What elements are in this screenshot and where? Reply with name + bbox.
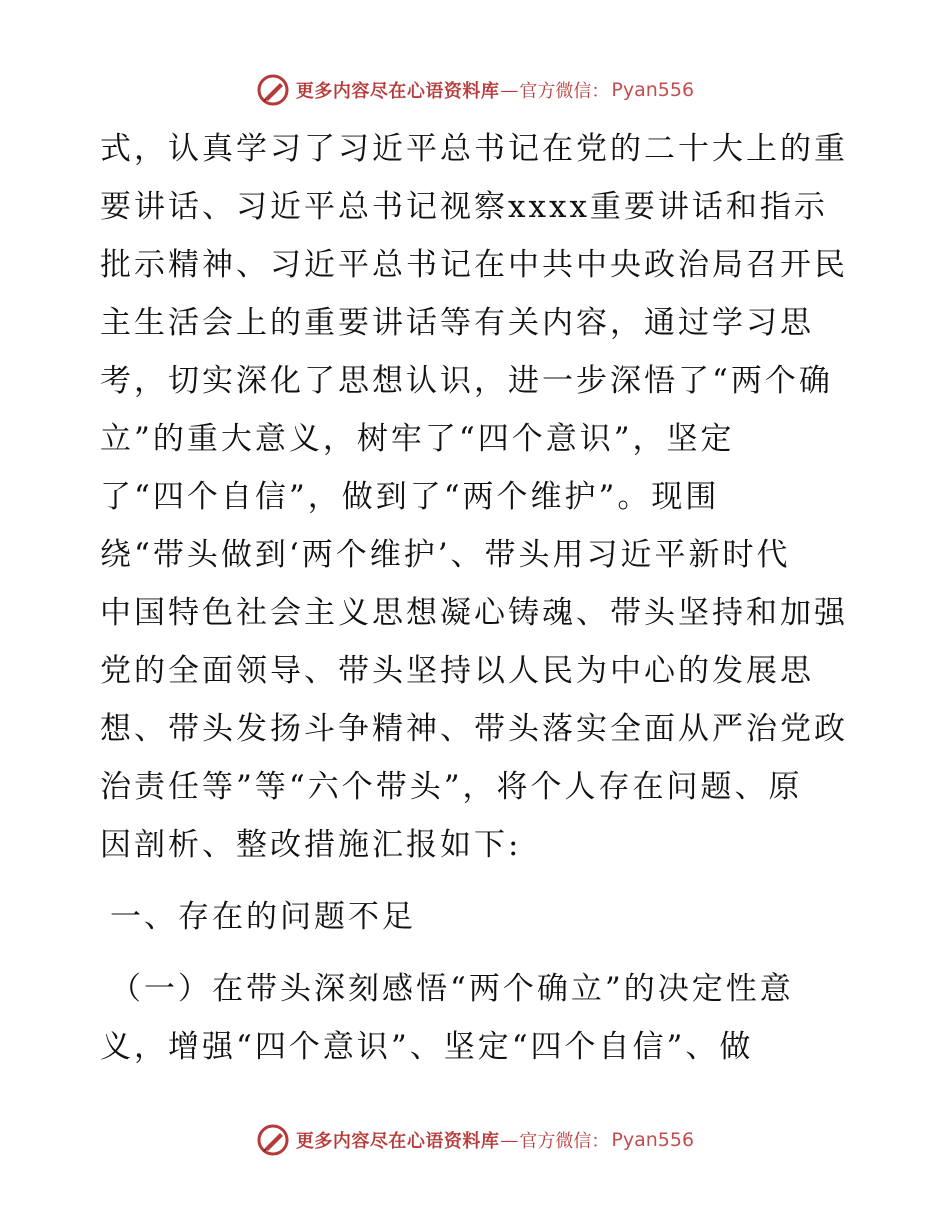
paragraph-line: 想、带头发扬斗争精神、带头落实全面从严治党政: [100, 711, 848, 747]
paragraph-line: 因剖析、整改措施汇报如下:: [100, 827, 522, 863]
body-text: [100, 120, 860, 1076]
watermark-sub: 官方微信：: [519, 81, 610, 102]
paragraph-line: 治责任等”等“六个带头”，将个人存在问题、原: [100, 769, 803, 805]
paragraph-line: 了“四个自信”，做到了“两个维护”。现围: [100, 479, 720, 515]
watermark-dash: —: [500, 1129, 519, 1151]
watermark-id: Pyan556: [611, 79, 695, 101]
paragraph-line: 式，认真学习了习近平总书记在党的二十大上的重: [100, 131, 848, 167]
section-heading: 一、存在的问题不足: [110, 899, 416, 935]
paragraph-line: 批示精神、习近平总书记在中共中央政治局召开民: [100, 247, 848, 283]
subsection-heading-line: （一）在带头深刻感悟“两个确立”的决定性意: [110, 971, 794, 1007]
paragraph-line: 中国特色社会主义思想凝心铸魂、带头坚持和加强: [100, 595, 848, 631]
pen-logo-icon: [256, 1123, 290, 1157]
pen-logo-icon: [256, 73, 290, 107]
paragraph-line: 绕“带头做到‘两个维护’、带头用习近平新时代: [100, 537, 791, 573]
paragraph-line: 党的全面领导、带头坚持以人民为中心的发展思: [100, 653, 814, 689]
watermark-header: [0, 70, 950, 110]
paragraph-line: 立”的重大意义，树牢了“四个意识”，坚定: [100, 421, 735, 457]
watermark-main: 更多内容尽在心语资料库: [295, 81, 500, 102]
watermark-main: 更多内容尽在心语资料库: [295, 1131, 500, 1152]
subsection-heading-line: 义，增强“四个意识”、坚定“四个自信”、做: [100, 1029, 754, 1065]
paragraph-line: 考，切实深化了思想认识，进一步深悟了“两个确: [100, 363, 833, 399]
watermark-sub: 官方微信：: [519, 1131, 610, 1152]
paragraph-line: 主生活会上的重要讲话等有关内容，通过学习思: [100, 305, 814, 341]
watermark-id: Pyan556: [611, 1129, 695, 1151]
paragraph-line: 要讲话、习近平总书记视察xxxx重要讲话和指示: [100, 189, 828, 225]
watermark-footer: [0, 1120, 950, 1160]
watermark-dash: —: [500, 79, 519, 101]
